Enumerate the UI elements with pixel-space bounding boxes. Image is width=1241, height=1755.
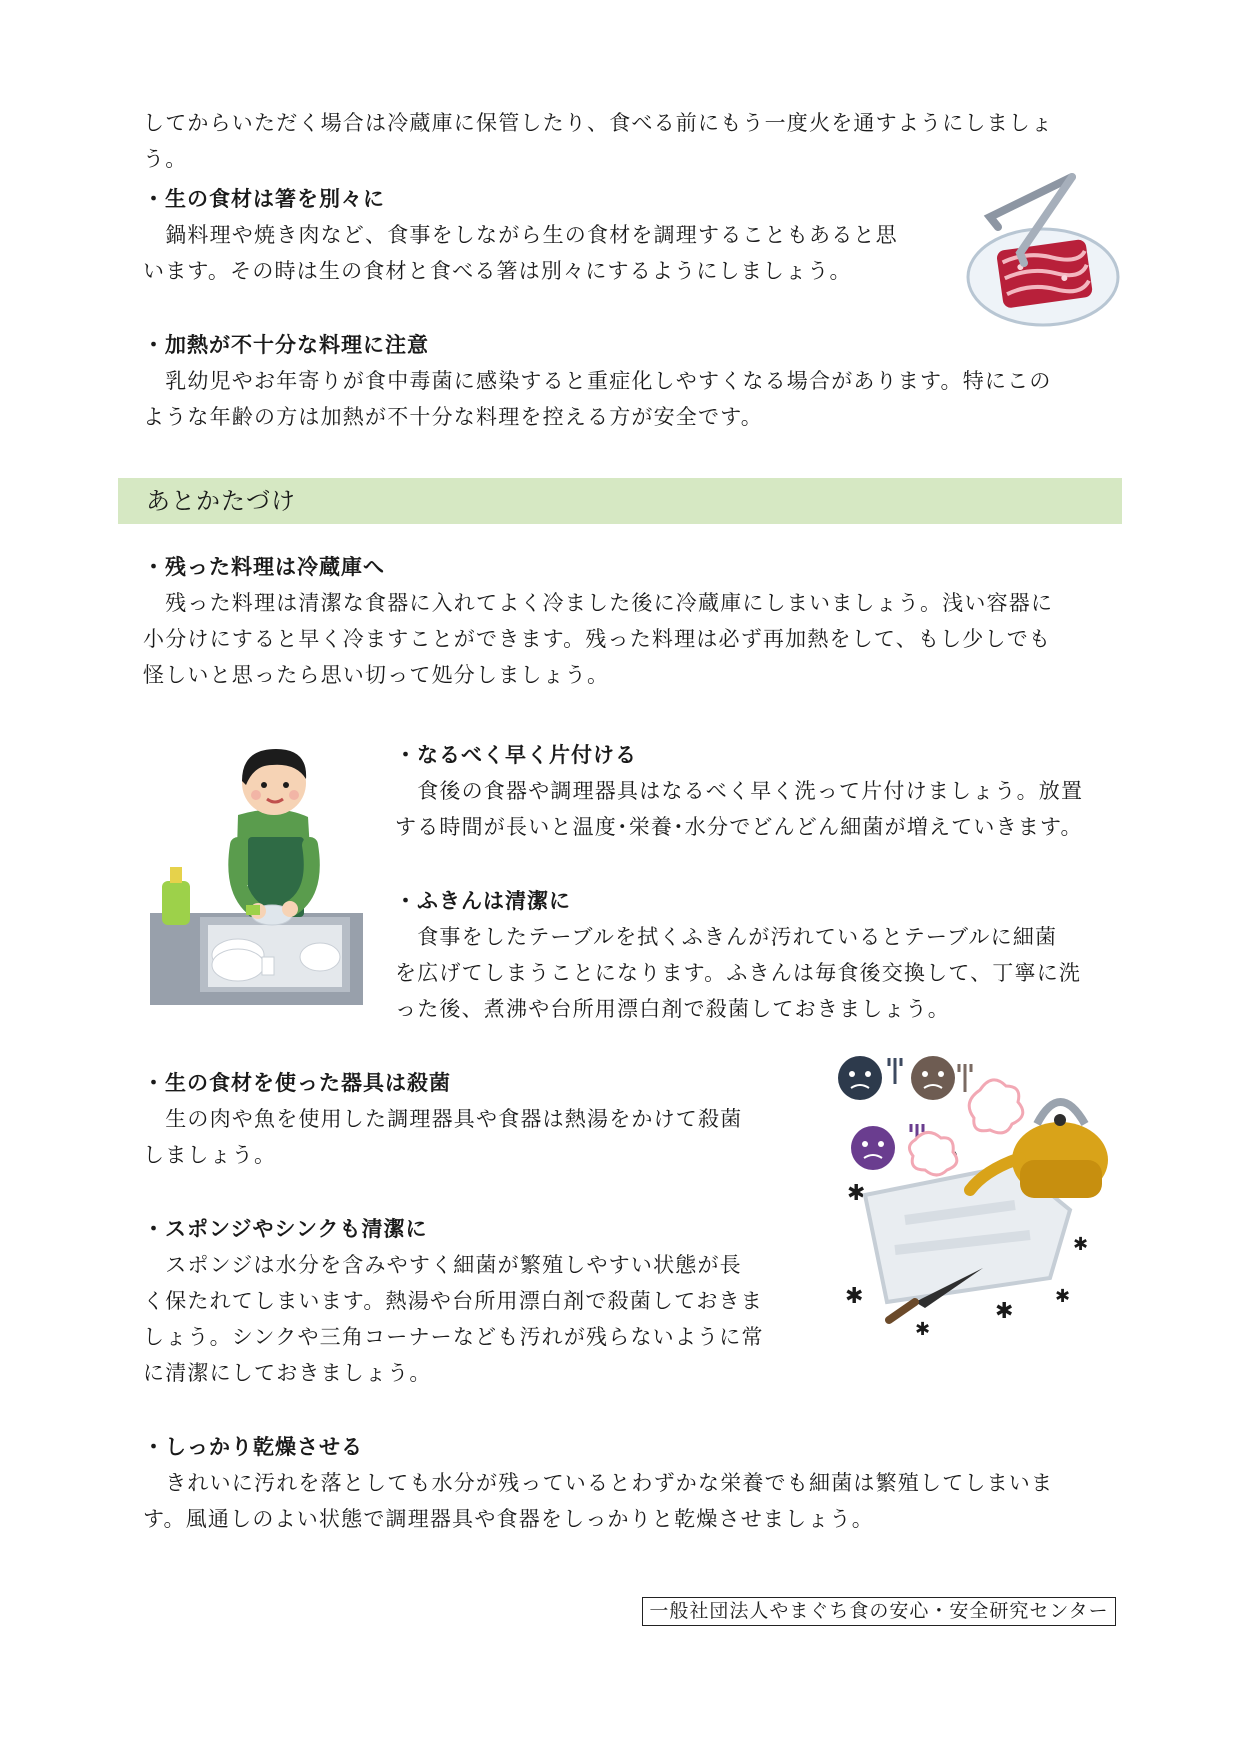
germ-icon xyxy=(851,1126,895,1170)
heading-insufficient-heating: ・加熱が不十分な料理に注意 xyxy=(143,333,429,357)
heading-clean-quickly: ・なるべく早く片付ける xyxy=(395,743,637,767)
body-line: った後、煮沸や台所用漂白剤で殺菌しておきましょう。 xyxy=(395,997,950,1021)
tongs-meat-illustration xyxy=(960,165,1120,335)
germ-icon xyxy=(838,1056,882,1100)
section-heading-band xyxy=(118,478,1122,524)
body-line: 食後の食器や調理器具はなるべく早く洗って片付けましょう。放置 xyxy=(395,779,1084,803)
body-line: スポンジは水分を含みやすく細菌が繁殖しやすい状態が長 xyxy=(143,1253,742,1277)
germs-kettle-illustration xyxy=(815,1040,1135,1345)
intro-line-1: してからいただく場合は冷蔵庫に保管したり、食べる前にもう一度火を通すようにしましょ xyxy=(143,111,1054,135)
body-line: います。その時は生の食材と食べる箸は別々にするようにしましょう。 xyxy=(143,259,852,283)
svg-text:✱: ✱ xyxy=(995,1299,1014,1324)
body-line: 乳幼児やお年寄りが食中毒菌に感染すると重症化しやすくなる場合があります。特にこの xyxy=(143,369,1052,393)
dishwashing-illustration xyxy=(150,745,365,1010)
body-line: す。風通しのよい状態で調理器具や食器をしっかりと乾燥させましょう。 xyxy=(143,1507,874,1531)
heading-leftovers: ・残った料理は冷蔵庫へ xyxy=(143,555,385,579)
heading-dishcloth: ・ふきんは清潔に xyxy=(395,889,571,913)
body-line: 残った料理は清潔な食器に入れてよく冷ました後に冷蔵庫にしまいましょう。浅い容器に xyxy=(143,591,1054,615)
body-line: する時間が長いと温度･栄養･水分でどんどん細菌が増えていきます。 xyxy=(395,815,1083,839)
heading-dry-thoroughly: ・しっかり乾燥させる xyxy=(143,1435,363,1459)
svg-text:✱: ✱ xyxy=(915,1319,931,1340)
body-line: 小分けにすると早く冷ますことができます。残った料理は必ず再加熱をして、もし少しでも xyxy=(143,627,1052,651)
svg-text:✱: ✱ xyxy=(1073,1234,1089,1255)
body-line: く保たれてしまいます。熱湯や台所用漂白剤で殺菌しておきま xyxy=(143,1289,763,1313)
body-line: 食事をしたテーブルを拭くふきんが汚れているとテーブルに細菌 xyxy=(395,925,1058,949)
body-line: きれいに汚れを落としても水分が残っているとわずかな栄養でも細菌は繁殖してしまいま xyxy=(143,1471,1054,1495)
svg-text:✱: ✱ xyxy=(847,1181,866,1206)
body-line: しょう。シンクや三角コーナーなども汚れが残らないように常 xyxy=(143,1325,764,1349)
body-line: 怪しいと思ったら思い切って処分しましょう。 xyxy=(143,663,610,687)
body-line: 生の肉や魚を使用した調理器具や食器は熱湯をかけて殺菌 xyxy=(143,1107,743,1131)
body-line: に清潔にしておきましょう。 xyxy=(143,1361,432,1385)
heading-sponge-sink: ・スポンジやシンクも清潔に xyxy=(143,1217,428,1241)
heading-sterilize-utensils: ・生の食材を使った器具は殺菌 xyxy=(143,1071,451,1095)
footer-organization: 一般社団法人やまぐち食の安心・安全研究センター xyxy=(642,1597,1116,1626)
body-line: しましょう。 xyxy=(143,1143,277,1167)
body-line: 鍋料理や焼き肉など、食事をしながら生の食材を調理することもあると思 xyxy=(143,223,898,247)
svg-text:✱: ✱ xyxy=(845,1284,864,1309)
intro-line-2: う。 xyxy=(143,147,188,171)
body-line: ような年齢の方は加熱が不十分な料理を控える方が安全です。 xyxy=(143,405,763,429)
section-title: あとかたづけ xyxy=(146,487,296,515)
body-line: を広げてしまうことになります。ふきんは毎食後交換して、丁寧に洗 xyxy=(395,961,1082,985)
heading-separate-chopsticks: ・生の食材は箸を別々に xyxy=(143,187,385,211)
svg-text:✱: ✱ xyxy=(1055,1286,1071,1307)
germ-icon xyxy=(911,1056,955,1100)
